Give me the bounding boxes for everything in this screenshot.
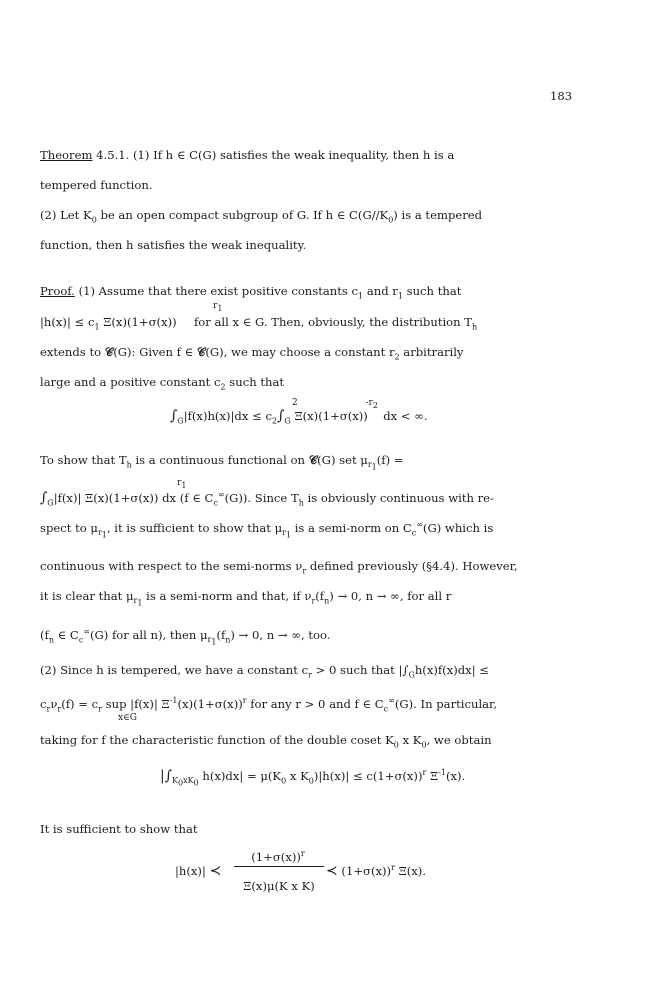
less-or-similar-icon: ≺ <box>209 863 222 879</box>
text: (1) Assume that there exist positive constants c <box>78 284 359 298</box>
text: and r <box>363 284 398 298</box>
theorem-line-4: function, then h satisfies the weak inequality. <box>40 238 307 252</box>
theorem-line-1 <box>40 148 454 162</box>
less-or-similar-icon: ≺ <box>326 863 338 879</box>
subscript: 1 <box>358 291 364 301</box>
text: 2 <box>292 398 298 408</box>
proof-line-2 <box>40 315 478 332</box>
proof-line-8: continuous with respect to the semi-norms $\nu_r$ defined previously (§4.4). However, <box>40 559 518 576</box>
text: for all x ∈ G. Then, obviously, the distribution T <box>194 315 473 329</box>
text: dx < ∞. <box>383 409 428 423</box>
text: Ξ <box>426 769 439 783</box>
proof-line-13: taking for f the characteristic function of the double coset $K_0$ x $K_0$, we obtain <box>40 733 492 750</box>
text: (f) = c <box>61 697 99 711</box>
text: (G)). Since T <box>224 491 299 505</box>
text: Ξ(x)(1+σ(x)) <box>99 315 177 329</box>
proof-line-1 <box>40 284 462 301</box>
text: arbitrarily <box>399 345 464 359</box>
text: (f) = <box>376 453 404 467</box>
text: taking for f the characteristic function of the double coset K <box>40 733 394 747</box>
text: (1+σ(x)) <box>251 850 301 864</box>
theorem-label: Theorem <box>40 148 93 162</box>
text: |h(x)| ≤ c <box>40 315 95 329</box>
schwartz-space-icon: 𝒞 <box>196 345 206 359</box>
text: x K <box>398 733 422 747</box>
text: continuous with respect to the semi-norms ν <box>40 559 303 573</box>
text: c <box>40 697 47 711</box>
subscript: 2 <box>220 382 226 392</box>
text: (f <box>315 589 325 603</box>
text: extends to <box>40 345 105 359</box>
text: Ξ <box>294 409 303 423</box>
text: sup |f(x)| Ξ <box>101 697 170 711</box>
integral-icon: ∫ <box>277 408 285 424</box>
proof-line-7: spect to $\mu_{r_1}$, it is sufficient to show that $\mu_{r_1}$ is a semi-norm on $C_c^\infty(G)$ which is <box>40 520 494 540</box>
text: defined previously (§4.4). However, <box>306 559 518 573</box>
equation-1-sups <box>292 396 378 410</box>
theorem-line-2: tempered function. <box>40 178 153 192</box>
text: is a continuous functional on <box>131 453 309 467</box>
proof-line-11: (2) Since h is tempered, we have a constant $c_r > 0$ such that $|\int_Gh(x)f(x)dx|$ ≤ <box>40 663 490 680</box>
text: ∈ C <box>53 628 79 642</box>
proof-line-10: ($f_n$ ∈ $C_c^\infty(G)$ for all n), then $\mu_{r_1}(f_n) \to 0$, n → ∞, too. <box>40 627 331 647</box>
subscript: 1 <box>217 303 223 313</box>
text: for any r > 0 and f ∈ C <box>246 697 384 711</box>
text: |f(x)h(x)|dx ≤ c <box>183 409 272 423</box>
text: (G). In particular, <box>394 697 498 711</box>
proof-label: Proof. <box>40 284 75 298</box>
sup-r1 <box>213 299 222 313</box>
equation-1: $\int_G|f(x)h(x)|dx \le c_2\int_G$ Ξ(x)(1+σ(x)) dx < ∞. <box>170 408 428 426</box>
integral-icon: ∫ <box>170 408 178 424</box>
text: -r <box>365 398 373 408</box>
text: (x). <box>445 769 466 783</box>
text: such that <box>402 284 462 298</box>
integral-icon: ∫ <box>164 768 173 784</box>
theorem-text-2c: ) is a tempered <box>393 208 483 222</box>
proof-line-14: It is sufficient to show that <box>40 822 198 836</box>
text: To show that T <box>40 453 127 467</box>
text: ) → 0, n → ∞, for all r <box>329 589 452 603</box>
theorem-line-3 <box>40 208 483 225</box>
fraction-bar <box>234 866 324 867</box>
theorem-text-1a: (1) If h ∈ C(G) satisfies the weak inequality, then h is a <box>133 148 455 162</box>
subscript: 2 <box>394 352 400 362</box>
subscript: h <box>472 322 478 332</box>
theorem-text-2a: (2) Let K <box>40 208 92 222</box>
text: |f(x)| Ξ(x)(1+σ(x)) <box>53 491 159 505</box>
equation-3-denominator: Ξ(x)μ(K x K) <box>243 879 315 893</box>
subscript: 0 <box>91 215 97 225</box>
text: ν <box>50 697 58 711</box>
text: h(x)f(x)dx| ≤ <box>414 663 490 677</box>
text: is a semi-norm on C <box>291 521 412 535</box>
proof-line-3 <box>40 345 464 362</box>
text: spect to μ <box>40 521 98 535</box>
equation-3-numerator: $(1+\sigma(x))^r$ <box>251 849 305 864</box>
text: |h(x)| <box>175 864 206 878</box>
text: ) → 0, n → ∞, too. <box>230 628 331 642</box>
integral-icon: ∫ <box>40 490 48 506</box>
proof-line-4 <box>40 375 285 392</box>
text: (G) which is <box>422 521 494 535</box>
equation-3 <box>175 864 221 878</box>
page-number: 183 <box>550 89 573 103</box>
subscript: 1 <box>94 322 100 332</box>
text: (2) Since h is tempered, we have a constant c <box>40 663 309 677</box>
text: is obviously continuous with re- <box>303 491 494 505</box>
text: (f <box>40 628 49 642</box>
schwartz-space-icon: 𝒞 <box>308 453 318 467</box>
text: x K <box>286 769 309 783</box>
equation-3-right: ≺ $(1+\sigma(x))^r$ Ξ(x). <box>326 863 427 879</box>
proof-line-6: $\int_G|f(x)|$ Ξ(x)(1+σ(x)) dx (f ∈ $C_c^\infty(G)$). Since $T_h$ is obviously continuous with re- <box>40 490 494 508</box>
text: large and a positive constant c <box>40 375 221 389</box>
text: Ξ(x). <box>398 864 427 878</box>
text: h(x)dx| = μ(K <box>202 769 282 783</box>
text: r <box>177 478 182 488</box>
text: (x)(1+σ(x)) <box>302 409 368 423</box>
text: , it is sufficient to show that μ <box>106 521 283 535</box>
proof-line-12: $c_r\nu_r(f) = c_r$ sup |f(x)| $\Xi^{-1}(x)(1+\sigma(x))^r$ for any r > 0 and f ∈ $C_c^\infty(G)$. In particular, <box>40 696 498 714</box>
subscript: 1 <box>397 291 403 301</box>
text: dx (f ∈ C <box>162 491 214 505</box>
proof-line-5: To show that $T_h$ is a continuous functional on 𝒞(G) set $\mu_{r_1}(f)$ = <box>40 453 404 472</box>
sup-subscript-xg: x∈G <box>118 713 137 723</box>
text: (x)(1+σ(x)) <box>177 697 243 711</box>
text: (G), we may choose a constant r <box>205 345 395 359</box>
text: (G) for all n), then μ <box>89 628 208 642</box>
text: it is clear that μ <box>40 589 134 603</box>
text: (G): Given f ∈ <box>113 345 197 359</box>
subscript: 2 <box>372 400 378 410</box>
text: (1+σ(x)) <box>341 864 392 878</box>
subscript: 0 <box>388 215 394 225</box>
text: such that <box>225 375 285 389</box>
text: r <box>213 301 218 311</box>
text: (G) set μ <box>317 453 368 467</box>
theorem-number: 4.5.1. <box>96 148 130 162</box>
equation-2: $|\int_{K_0xK_0}$ $h(x)dx| = \mu(K_0$ x $K_0)|h(x)| \le c(1+\sigma(x))^r$ $\Xi^{-1}(x)$. <box>160 768 466 788</box>
text: (f <box>216 628 226 642</box>
text: > 0 such that |∫ <box>311 663 409 677</box>
proof-line-9: it is clear that $\mu_{r_1}$ is a semi-norm and that, if $\nu_r(f_n) \to 0$, n → ∞, for all r <box>40 589 452 608</box>
schwartz-space-icon: 𝒞 <box>104 345 114 359</box>
text: , we obtain <box>426 733 492 747</box>
text: is a semi-norm and that, if ν <box>142 589 312 603</box>
text: )|h(x)| ≤ c(1+σ(x)) <box>313 769 423 783</box>
theorem-text-2b: be an open compact subgroup of G. If h ∈ C(G//K <box>96 208 389 222</box>
sup-r1-line6: $r_1$ <box>177 478 187 490</box>
